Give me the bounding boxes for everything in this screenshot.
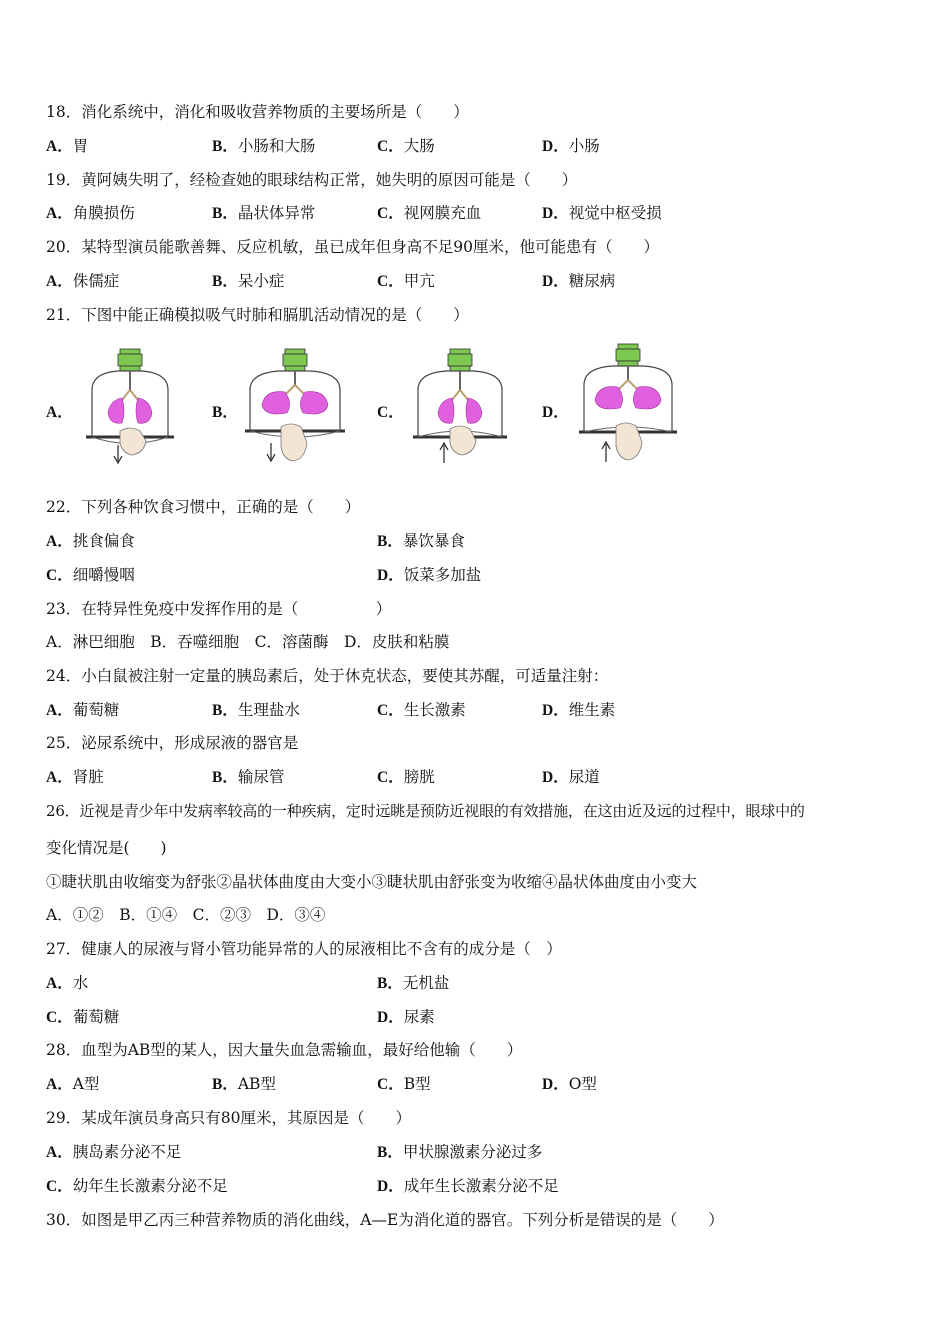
option-text: 胃	[72, 137, 89, 155]
option-letter: A．	[46, 533, 73, 550]
q29-option-c	[46, 1176, 228, 1197]
option-letter: B．	[212, 1076, 238, 1093]
option-letter: D．	[542, 138, 569, 155]
option-text: B型	[403, 1075, 431, 1093]
q25-option-c	[377, 767, 435, 788]
option-text: AB型	[237, 1075, 276, 1093]
q22-option-c	[46, 565, 135, 586]
q19-option-d	[542, 203, 662, 224]
option-letter: D．	[542, 1076, 569, 1093]
option-text: 视网膜充血	[403, 204, 482, 222]
q27-option-b	[377, 973, 449, 994]
q18-option-b	[212, 136, 315, 157]
option-letter: D．	[542, 205, 569, 222]
option-letter: A．	[46, 205, 73, 222]
option-letter: B．	[212, 769, 238, 786]
option-text: 尿道	[568, 768, 600, 786]
option-text: 幼年生长激素分泌不足	[72, 1177, 228, 1195]
option-text: 侏儒症	[72, 272, 120, 290]
question-22-stem: 22．下列各种饮食习惯中，正确的是（ ）	[46, 498, 361, 516]
q19-option-a	[46, 203, 135, 224]
figure-label-b: B．	[212, 404, 238, 421]
q20-option-c	[377, 271, 435, 292]
option-letter: B．	[212, 138, 238, 155]
q24-option-b	[212, 700, 300, 721]
option-letter: B．	[377, 1144, 403, 1161]
option-letter: C．	[377, 769, 404, 786]
q25-option-b	[212, 767, 284, 788]
option-letter: C．	[377, 205, 404, 222]
q26-options: A．①② B．①④ C．②③ D．③④	[46, 906, 326, 924]
option-text: 生理盐水	[237, 701, 300, 719]
option-letter: D．	[377, 567, 404, 584]
q19-option-b	[212, 203, 315, 224]
option-text: 视觉中枢受损	[568, 204, 662, 222]
option-text: 葡萄糖	[72, 1008, 120, 1026]
option-letter: C．	[46, 1009, 73, 1026]
q29-option-d	[377, 1176, 559, 1197]
q19-option-c	[377, 203, 481, 224]
option-letter: A．	[46, 1076, 73, 1093]
question-29-stem: 29．某成年演员身高只有80厘米，其原因是（ ）	[46, 1109, 411, 1127]
option-text: 胰岛素分泌不足	[72, 1143, 182, 1161]
q24-option-c	[377, 700, 466, 721]
q20-option-b	[212, 271, 284, 292]
option-text: 生长激素	[403, 701, 466, 719]
option-letter: B．	[377, 975, 403, 992]
option-text: 维生素	[568, 701, 616, 719]
q18-option-c	[377, 136, 435, 157]
question-24-stem: 24．小白鼠被注射一定量的胰岛素后，处于休克状态，要使其苏醒，可适量注射：	[46, 667, 609, 685]
option-letter: A．	[46, 702, 73, 719]
q22-option-a	[46, 531, 135, 552]
option-text: 甲亢	[403, 272, 435, 290]
option-text: O型	[568, 1075, 597, 1093]
q25-option-d	[542, 767, 600, 788]
q28-option-c	[377, 1074, 431, 1095]
option-text: 肾脏	[72, 768, 104, 786]
option-text: 输尿管	[237, 768, 285, 786]
option-letter: B．	[212, 273, 238, 290]
option-letter: A．	[46, 1144, 73, 1161]
option-letter: C．	[377, 702, 404, 719]
option-text: 成年生长激素分泌不足	[403, 1177, 559, 1195]
option-letter: D．	[377, 1178, 404, 1195]
option-text: 膀胱	[403, 768, 435, 786]
option-letter: A．	[46, 138, 73, 155]
bell-jar-figure-a	[80, 345, 180, 470]
option-text: 细嚼慢咽	[72, 566, 135, 584]
q29-option-a	[46, 1142, 181, 1163]
q23-options: A．淋巴细胞 B．吞噬细胞 C．溶菌酶 D．皮肤和粘膜	[46, 633, 450, 651]
option-letter: D．	[542, 702, 569, 719]
option-text: 呆小症	[237, 272, 285, 290]
option-letter: D．	[377, 1009, 404, 1026]
bell-jar-figure-b	[245, 345, 345, 470]
question-26-stem-cont: 变化情况是( )	[46, 839, 167, 857]
q18-option-a	[46, 136, 88, 157]
option-letter: C．	[46, 567, 73, 584]
bell-jar-figure-d	[578, 340, 678, 470]
option-text: 角膜损伤	[72, 204, 135, 222]
option-text: 水	[72, 974, 89, 992]
q27-option-d	[377, 1007, 435, 1028]
question-27-stem: 27．健康人的尿液与肾小管功能异常的人的尿液相比不含有的成分是（ ）	[46, 940, 562, 958]
option-letter: D．	[542, 769, 569, 786]
q24-option-a	[46, 700, 119, 721]
bell-jar-figure-c	[410, 345, 510, 470]
option-letter: A．	[46, 769, 73, 786]
q27-option-c	[46, 1007, 119, 1028]
question-28-stem: 28．血型为AB型的某人，因大量失血急需输血，最好给他输（ ）	[46, 1041, 523, 1059]
q20-option-d	[542, 271, 615, 292]
option-letter: A．	[46, 273, 73, 290]
q18-option-d	[542, 136, 600, 157]
option-text: 小肠和大肠	[237, 137, 316, 155]
option-letter: C．	[377, 1076, 404, 1093]
q20-option-a	[46, 271, 119, 292]
option-text: 尿素	[403, 1008, 435, 1026]
q28-option-b	[212, 1074, 276, 1095]
option-text: 饭菜多加盐	[403, 566, 482, 584]
question-23-stem: 23．在特异性免疫中发挥作用的是（ ）	[46, 600, 392, 618]
figure-label-c: C．	[377, 404, 404, 421]
q22-option-d	[377, 565, 481, 586]
option-letter: A．	[46, 975, 73, 992]
option-letter: D．	[542, 273, 569, 290]
option-text: A型	[72, 1075, 100, 1093]
question-30-stem: 30．如图是甲乙丙三种营养物质的消化曲线，A—E为消化道的器官。下列分析是错误的是（ ）	[46, 1211, 724, 1229]
figure-label-d: D．	[542, 404, 569, 421]
option-text: 无机盐	[402, 974, 450, 992]
option-letter: B．	[212, 702, 238, 719]
q24-option-d	[542, 700, 615, 721]
q22-option-b	[377, 531, 465, 552]
option-text: 挑食偏食	[72, 532, 135, 550]
q29-option-b	[377, 1142, 542, 1163]
option-text: 葡萄糖	[72, 701, 120, 719]
question-21-stem: 21．下图中能正确模拟吸气时肺和膈肌活动情况的是（ ）	[46, 306, 469, 324]
option-text: 小肠	[568, 137, 600, 155]
q25-option-a	[46, 767, 104, 788]
option-letter: C．	[377, 273, 404, 290]
q27-option-a	[46, 973, 88, 994]
question-25-stem: 25．泌尿系统中，形成尿液的器官是	[46, 734, 299, 752]
question-18-stem: 18．消化系统中，消化和吸收营养物质的主要场所是（ ）	[46, 103, 469, 121]
question-26-statements: ①睫状肌由收缩变为舒张②晶状体曲度由大变小③睫状肌由舒张变为收缩④晶状体曲度由小变大	[46, 873, 698, 891]
q28-option-a	[46, 1074, 99, 1095]
question-19-stem: 19．黄阿姨失明了，经检查她的眼球结构正常，她失明的原因可能是（ ）	[46, 171, 578, 189]
figure-label-a: A．	[46, 404, 73, 421]
option-text: 晶状体异常	[237, 204, 316, 222]
option-text: 大肠	[403, 137, 435, 155]
q28-option-d	[542, 1074, 597, 1095]
option-letter: B．	[377, 533, 403, 550]
option-letter: C．	[46, 1178, 73, 1195]
option-text: 糖尿病	[568, 272, 616, 290]
question-26-stem: 26．近视是青少年中发病率较高的一种疾病，定时远眺是预防近视眼的有效措施，在这由近及远的过程中，眼球中的	[46, 802, 805, 820]
option-text: 甲状腺激素分泌过多	[402, 1143, 543, 1161]
option-text: 暴饮暴食	[402, 532, 465, 550]
option-letter: B．	[212, 205, 238, 222]
option-letter: C．	[377, 138, 404, 155]
question-20-stem: 20．某特型演员能歌善舞、反应机敏，虽已成年但身高不足90厘米，他可能患有（ ）	[46, 238, 659, 256]
